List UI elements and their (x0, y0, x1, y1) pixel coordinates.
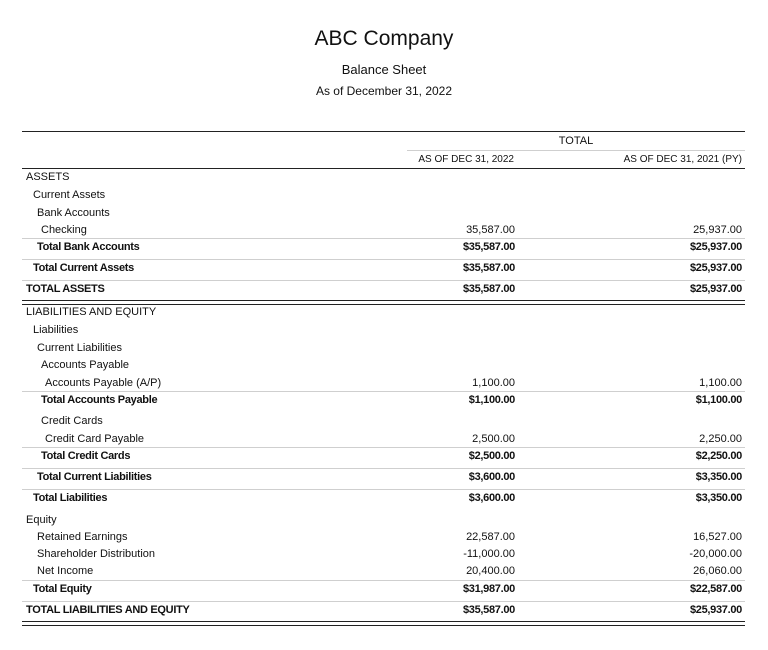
row-label: Equity (26, 514, 57, 526)
row-value-2022: $3,600.00 (468, 471, 515, 483)
row-value-2021: 26,060.00 (693, 565, 742, 577)
table-row (22, 306, 745, 323)
row-value-2021: $1,100.00 (695, 394, 742, 406)
table-row (22, 604, 745, 621)
row-label: Bank Accounts (37, 207, 110, 219)
row-value-2022: $35,587.00 (462, 283, 515, 295)
table-row (22, 471, 745, 488)
row-separator (22, 580, 745, 581)
row-value-2021: 16,527.00 (693, 531, 742, 543)
table-row (22, 241, 745, 258)
row-value-2021: $25,937.00 (689, 241, 742, 253)
table-row (22, 492, 745, 509)
table-row (22, 583, 745, 600)
header-rule (22, 168, 745, 169)
row-separator (22, 259, 745, 260)
row-value-2021: 25,937.00 (693, 224, 742, 236)
table-row (22, 514, 745, 531)
row-value-2022: $2,500.00 (468, 450, 515, 462)
row-label: Net Income (37, 565, 94, 577)
row-value-2022: -11,000.00 (463, 548, 515, 560)
row-label: Credit Cards (41, 415, 103, 427)
row-label: ASSETS (26, 171, 70, 183)
row-value-2022: 35,587.00 (466, 224, 515, 236)
row-label: Current Assets (33, 189, 106, 201)
group-header-rule (407, 150, 745, 151)
row-label: Current Liabilities (37, 342, 122, 354)
table-row (22, 359, 745, 376)
report-title: Balance Sheet (341, 62, 427, 77)
row-value-2022: $35,587.00 (462, 241, 515, 253)
row-value-2022: 22,587.00 (466, 531, 515, 543)
row-value-2021: $25,937.00 (689, 262, 742, 274)
total-column-group-header: TOTAL (558, 135, 594, 147)
row-value-2021: -20,000.00 (689, 548, 742, 560)
row-value-2021: $22,587.00 (689, 583, 742, 595)
column-header-2021: AS OF DEC 31, 2021 (PY) (623, 154, 742, 165)
row-value-2022: 2,500.00 (472, 433, 515, 445)
table-row (22, 262, 745, 279)
row-value-2022: $1,100.00 (468, 394, 515, 406)
double-rule (22, 300, 745, 305)
table-row (22, 531, 745, 548)
table-row (22, 207, 745, 224)
row-label: LIABILITIES AND EQUITY (26, 306, 157, 318)
table-row (22, 342, 745, 359)
row-value-2022: $35,587.00 (462, 604, 515, 616)
row-value-2021: $3,350.00 (695, 492, 742, 504)
row-label: Total Credit Cards (41, 450, 131, 462)
table-row (22, 394, 745, 411)
table-row (22, 450, 745, 467)
row-value-2021: $25,937.00 (689, 604, 742, 616)
row-value-2022: 20,400.00 (466, 565, 515, 577)
row-label: Total Current Liabilities (37, 471, 152, 483)
row-label: Credit Card Payable (45, 433, 145, 445)
column-header-2022: AS OF DEC 31, 2022 (418, 154, 514, 165)
row-label: Accounts Payable (A/P) (45, 377, 162, 389)
row-label: Total Equity (33, 583, 92, 595)
row-separator (22, 447, 745, 448)
table-row (22, 283, 745, 300)
row-value-2022: $35,587.00 (462, 262, 515, 274)
row-value-2022: $3,600.00 (468, 492, 515, 504)
top-rule (22, 131, 745, 132)
row-separator (22, 489, 745, 490)
table-row (22, 415, 745, 432)
table-row (22, 324, 745, 341)
row-separator (22, 601, 745, 602)
row-value-2022: 1,100.00 (472, 377, 515, 389)
row-label: Retained Earnings (37, 531, 128, 543)
report-date: As of December 31, 2022 (315, 84, 453, 98)
table-row (22, 189, 745, 206)
row-label: Liabilities (33, 324, 79, 336)
row-value-2021: $2,250.00 (695, 450, 742, 462)
row-label: Shareholder Distribution (37, 548, 156, 560)
row-value-2021: $25,937.00 (689, 283, 742, 295)
row-separator (22, 280, 745, 281)
table-row (22, 171, 745, 188)
row-label: Total Accounts Payable (41, 394, 158, 406)
row-label: TOTAL ASSETS (26, 283, 105, 295)
table-row (22, 548, 745, 565)
row-value-2021: 2,250.00 (699, 433, 742, 445)
row-separator (22, 391, 745, 392)
row-label: Total Bank Accounts (37, 241, 140, 253)
row-value-2021: $3,350.00 (695, 471, 742, 483)
row-label: TOTAL LIABILITIES AND EQUITY (26, 604, 190, 616)
row-label: Accounts Payable (41, 359, 130, 371)
row-separator (22, 468, 745, 469)
row-label: Total Liabilities (33, 492, 108, 504)
row-value-2022: $31,987.00 (462, 583, 515, 595)
row-value-2021: 1,100.00 (699, 377, 742, 389)
company-name: ABC Company (314, 27, 454, 50)
row-separator (22, 238, 745, 239)
double-rule (22, 621, 745, 626)
row-label: Checking (41, 224, 87, 236)
row-label: Total Current Assets (33, 262, 134, 274)
